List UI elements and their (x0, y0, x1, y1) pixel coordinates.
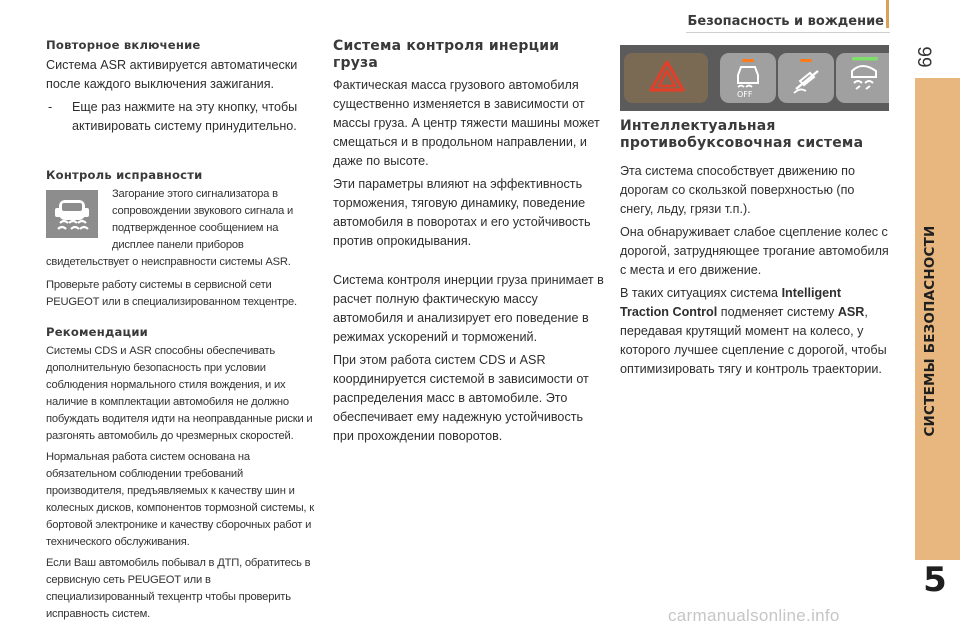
page-number: 99 (913, 46, 934, 68)
check-text: Загорание этого сигнализатора в сопровождении звукового сигнала и подтвержденное сообщением на дисплее панели приборов свидетельствует о неисправности системы ASR. (46, 188, 294, 268)
load-control-text-1: Фактическая масса грузового автомобиля существенно изменяется в зависимости от массы груза. А центр тяжести машины может смещаться и в продольном направлении, и даже по высоте. (333, 78, 600, 168)
header-divider (686, 32, 890, 33)
recommendations-text-3: Если Ваш автомобиль побывал в ДТП, обратитесь в сервисную сеть PEUGEOT или в специализированный техцентр чтобы проверить исправность систем. (46, 557, 311, 620)
chapter-side-tab-label: СИСТЕМЫ БЕЗОПАСНОСТИ (922, 225, 938, 437)
load-control-text-4: При этом работа систем CDS и ASR координируется системой в зависимости от распределения масс в автомобиле. Это обеспечивает ему надежную устойчивость при прохождении поворотов. (333, 353, 589, 443)
section-title-load-control: Система контроля инерции груза (333, 38, 560, 71)
esp-off-label: OFF (737, 90, 753, 99)
check-text-service: Проверьте работу системы в сервисной сети PEUGEOT или в специализированном техцентре. (46, 279, 297, 308)
recommendations-text-1: Системы CDS и ASR способны обеспечивать дополнительную безопасность при условии соблюдения нормального стиля вождения, и их наличие в комплектации автомобиля не должно побуждать водителя идти на неоправданные риски и разгонять автомобиль до чрезмерных скоростей. (46, 345, 313, 442)
text-run: , передавая крутящий момент на колесо, у которого лучшее сцепление с дорогой, чтобы оптимизировать тягу и контроль траектории. (620, 305, 887, 376)
intelligent-traction-text-3 (620, 284, 890, 379)
text-run: В таких ситуациях система (620, 286, 782, 300)
header-accent-tick (886, 0, 889, 28)
hill-assist-icon (790, 59, 824, 97)
section-title-recommendations: Рекомендации (46, 325, 148, 339)
load-control-text-2: Эти параметры влияют на эффективность торможения, тяговую динамику, поведение автомобиля в поворотах и его устойчивость против опрокидывания. (333, 177, 591, 248)
dashboard-buttons-image (620, 45, 889, 111)
section-title-reactivation: Повторное включение (46, 38, 201, 52)
recommendations-text-2: Нормальная работа систем основана на обязательном соблюдении требований производителя, предъявляемых к качеству шин и колесных дисков, компонентов тормозной системы, к бортовой электронике и качеству сборочных работ и технического обслуживания. (46, 451, 314, 548)
traction-control-icon (846, 57, 886, 95)
load-control-text-3: Система контроля инерции груза принимает в расчет полную фактическую массу автомобиля и анализирует его поведение в режимах ускорений и торможений. (333, 273, 604, 344)
column-left (46, 38, 318, 623)
bullet-dash: - (48, 100, 53, 114)
reactivation-bullet (46, 98, 318, 136)
section-title-intelligent-traction: Интеллектуальная противобуксовочная система (620, 118, 864, 151)
page-header-title: Безопасность и вождение (687, 14, 884, 29)
column-middle (333, 38, 605, 446)
reactivation-text: Система ASR активируется автоматически после каждого выключения зажигания. (46, 58, 298, 91)
chapter-number: 5 (923, 560, 947, 600)
warning-light-icon (46, 190, 98, 238)
text-run: подменяет систему (717, 305, 838, 319)
intelligent-traction-text-1: Эта система способствует движению по дорогам со скользкой поверхностью (по снегу, льду, грязи т.п.). (620, 164, 855, 216)
column-right (620, 118, 890, 379)
watermark: carmanualsonline.info (668, 606, 840, 625)
text-run-bold: ASR (837, 305, 865, 319)
reactivation-bullet-text: Еще раз нажмите на эту кнопку, чтобы активировать систему принудительно. (72, 100, 298, 133)
hazard-icon (648, 59, 686, 93)
text-run-bold: Intelligent Traction Control (620, 286, 842, 319)
section-title-check: Контроль исправности (46, 168, 203, 182)
intelligent-traction-text-2: Она обнаруживает слабое сцепление колес с дорогой, затрудняющее трогание автомобиля с места и его движение. (620, 225, 889, 277)
check-block (46, 186, 318, 271)
